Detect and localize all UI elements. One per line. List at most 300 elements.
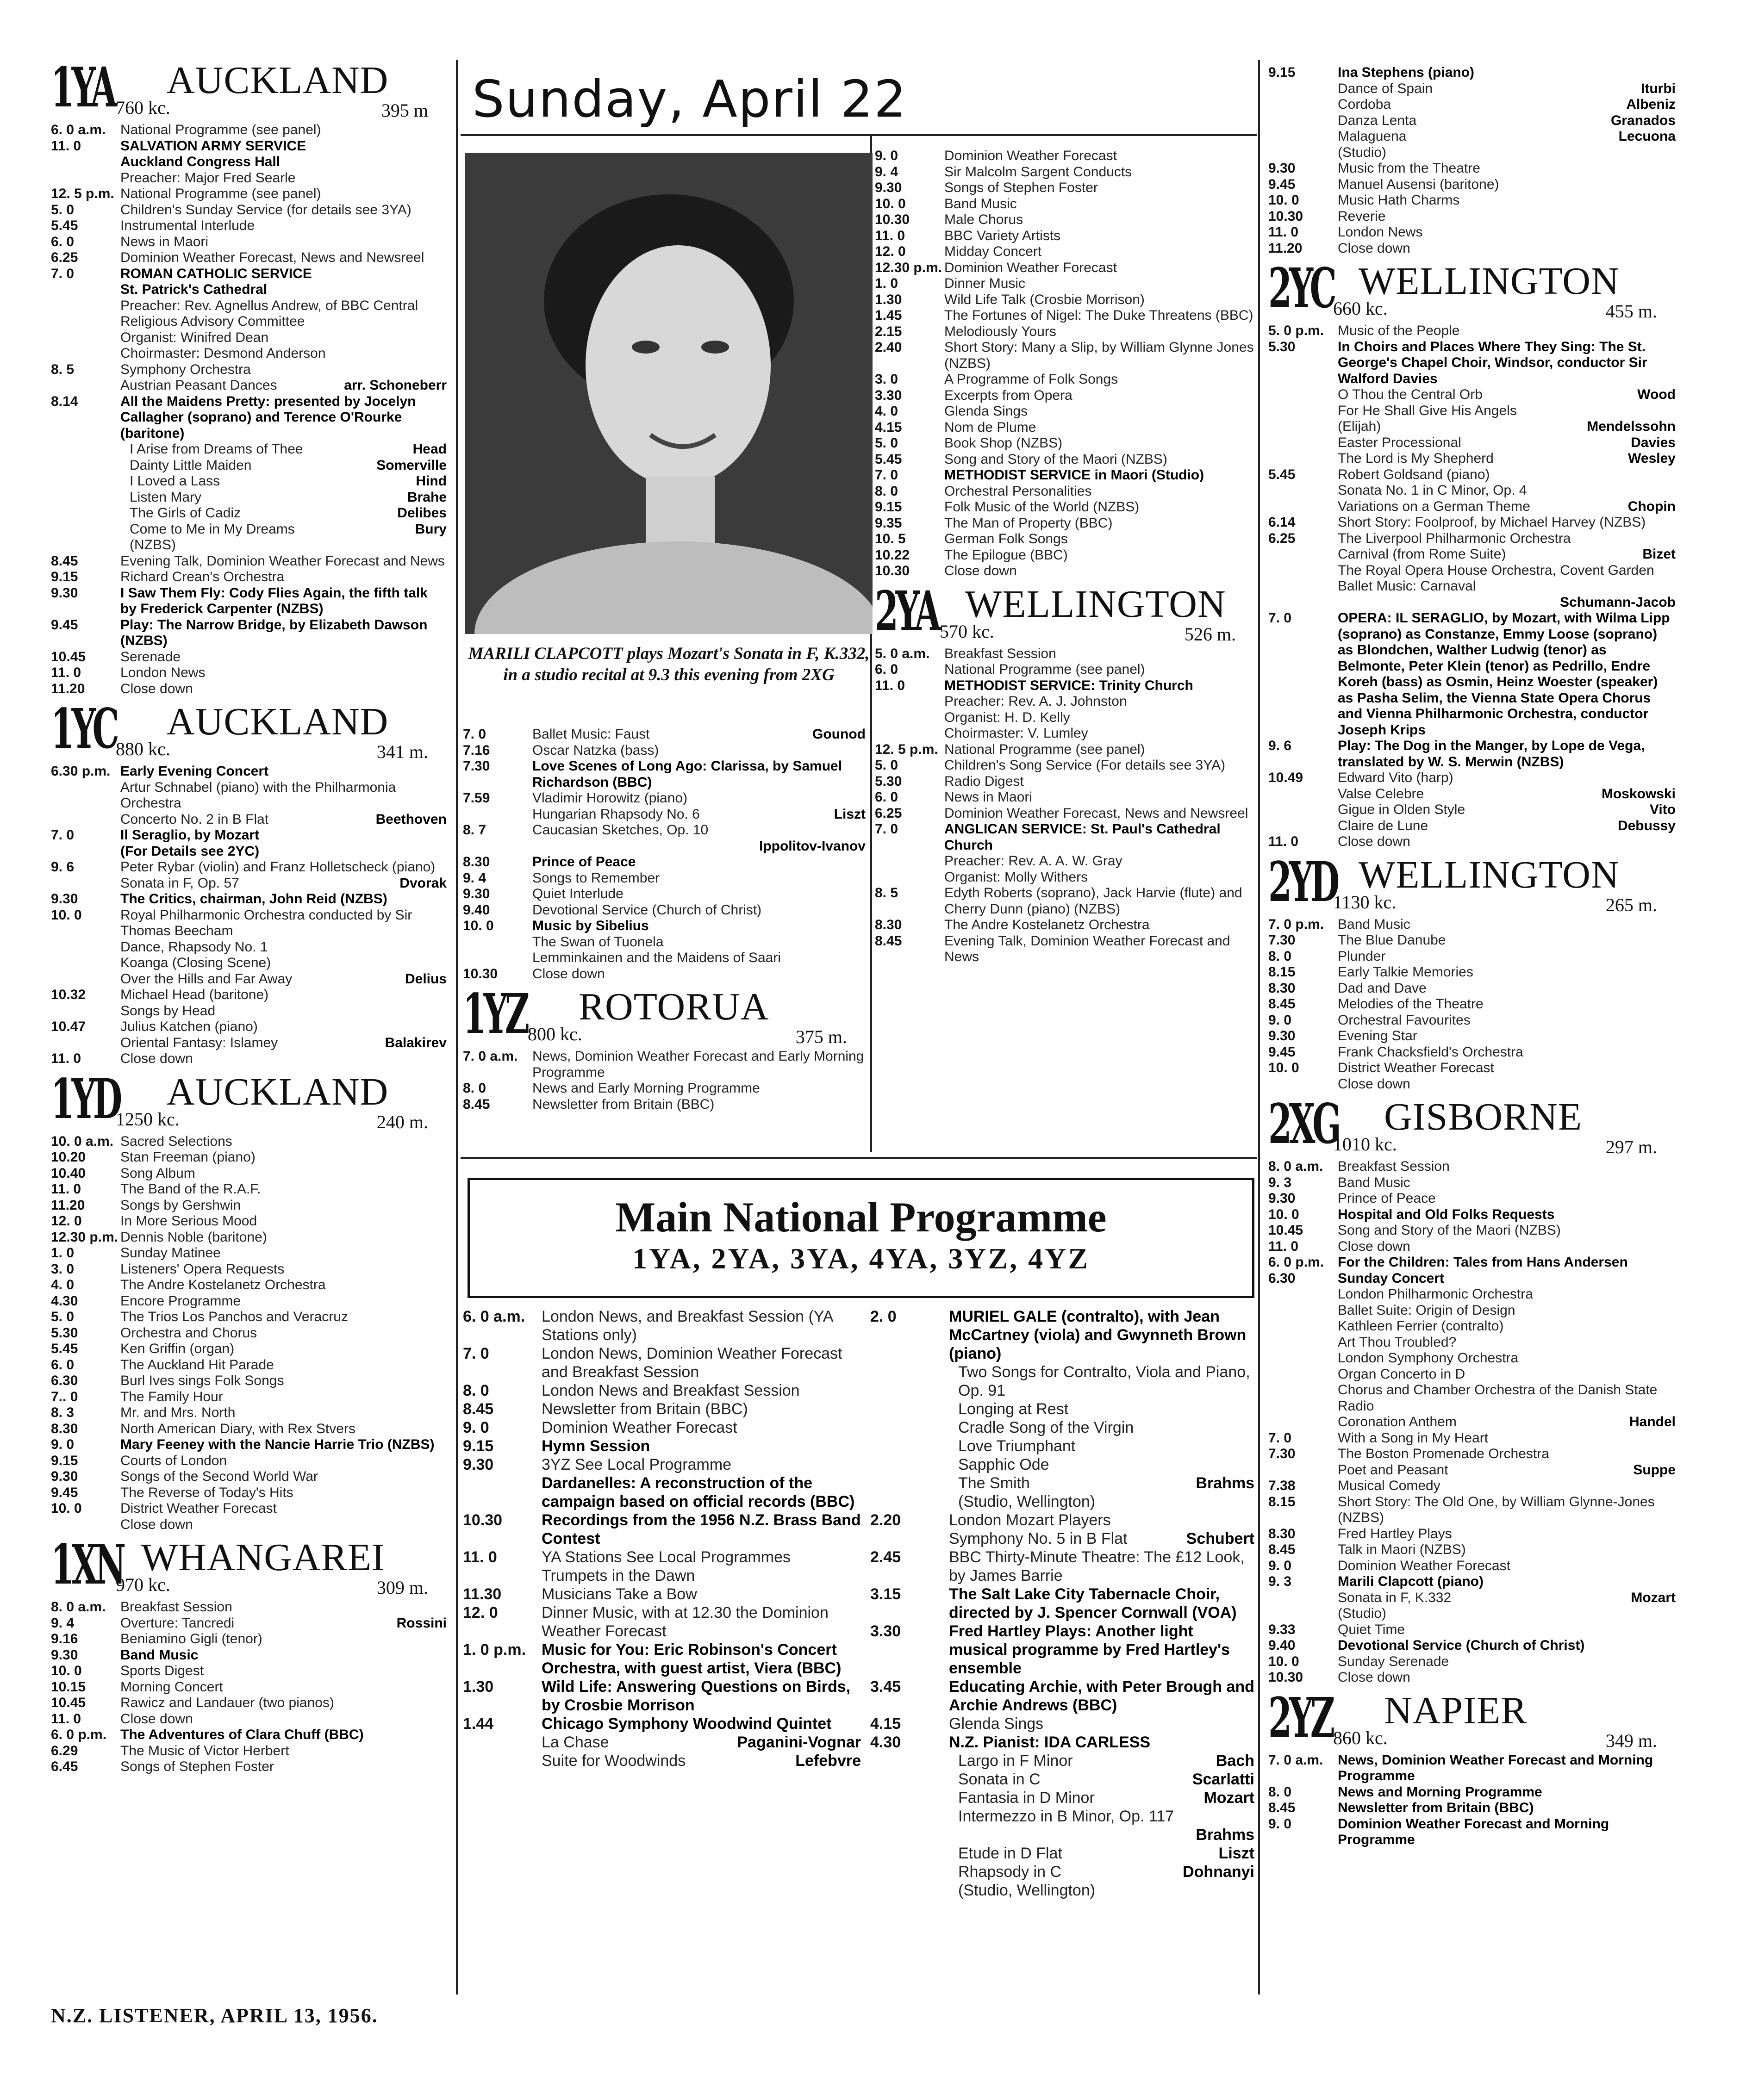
programme-line bbox=[51, 649, 447, 665]
programme-title: Prince of Peace bbox=[532, 854, 636, 870]
programme-line bbox=[51, 1341, 447, 1357]
programme-title: London News and Breakfast Session bbox=[542, 1382, 800, 1399]
programme-line bbox=[875, 260, 1254, 276]
programme-line bbox=[51, 1517, 447, 1533]
programme-line bbox=[875, 404, 1254, 420]
programme-title: Burl Ives sings Folk Songs bbox=[120, 1373, 284, 1388]
programme-time bbox=[870, 1492, 949, 1511]
programme-line bbox=[51, 891, 447, 907]
programme-time: 8.14 bbox=[51, 393, 78, 409]
programme-title: The Epilogue (BBC) bbox=[944, 547, 1068, 563]
programme-title: London News, and Breakfast Session (YA Stations only) bbox=[542, 1308, 833, 1344]
programme-line bbox=[1268, 1558, 1676, 1574]
programme-title: Hungarian Rhapsody No. 6 bbox=[532, 806, 700, 822]
programme-line bbox=[870, 1548, 1254, 1585]
programme-line bbox=[875, 710, 1254, 726]
programme-title: Songs by Head bbox=[120, 1003, 216, 1019]
programme-time: 8. 0 bbox=[463, 1382, 489, 1399]
programme-time: 3.15 bbox=[870, 1585, 901, 1603]
programme-line bbox=[463, 1418, 861, 1437]
programme-time: 8.30 bbox=[51, 1421, 78, 1436]
programme-time: 5. 0 p.m. bbox=[1268, 323, 1324, 338]
programme-line bbox=[1268, 1076, 1676, 1093]
programme-time: 10. 0 bbox=[875, 196, 906, 211]
programme-title: Serenade bbox=[120, 649, 181, 665]
programme-composer: Bach bbox=[1216, 1752, 1254, 1770]
programme-line bbox=[51, 553, 447, 570]
programme-time: 6. 0 a.m. bbox=[463, 1308, 525, 1325]
programme-time bbox=[870, 1789, 949, 1807]
programme-line bbox=[51, 585, 447, 617]
programme-time: 1.45 bbox=[875, 308, 902, 323]
programme-title: Michael Head (baritone) bbox=[120, 987, 269, 1002]
programme-time: 12.30 p.m. bbox=[51, 1229, 118, 1245]
programme-title: In Choirs and Places Where They Sing: The St. George's Chapel Choir, Windsor, conductor Sir Walford Davies bbox=[1338, 339, 1647, 386]
programme-time bbox=[1268, 419, 1338, 435]
programme-title: Mary Feeney with the Nancie Harrie Trio (NZBS) bbox=[120, 1437, 435, 1452]
programme-time: 10. 0 bbox=[1268, 1653, 1299, 1669]
station-header bbox=[1268, 849, 1676, 917]
programme-title: Music Hath Charms bbox=[1338, 193, 1460, 208]
programme-title: Dominion Weather Forecast bbox=[944, 260, 1117, 275]
programme-line bbox=[51, 859, 447, 876]
programme-title: Band Music bbox=[1338, 1174, 1410, 1190]
programme-title: La Chase bbox=[542, 1733, 609, 1751]
programme-time: 2.40 bbox=[875, 340, 902, 355]
programme-line bbox=[875, 308, 1254, 324]
programme-time bbox=[870, 1770, 949, 1789]
programme-title: Sonata in F, K.332 bbox=[1338, 1590, 1452, 1605]
programme-title: Sacred Selections bbox=[120, 1133, 232, 1149]
programme-line bbox=[463, 807, 866, 823]
programme-line bbox=[1268, 224, 1676, 241]
programme-composer: Moskowski bbox=[1601, 786, 1676, 801]
programme-composer: Wesley bbox=[1628, 451, 1676, 466]
programme-line bbox=[463, 1566, 861, 1585]
station-city: AUCKLAND bbox=[167, 1070, 389, 1113]
programme-time: 10. 0 bbox=[51, 907, 82, 923]
programme-title: Quiet Time bbox=[1338, 1622, 1405, 1637]
programme-line bbox=[51, 1373, 447, 1389]
programme-time: 9. 0 bbox=[875, 148, 898, 163]
programme-line bbox=[1268, 1286, 1676, 1303]
programme-line bbox=[51, 266, 447, 282]
programme-title: Choirmaster: V. Lumley bbox=[944, 726, 1088, 741]
programme-composer: Vito bbox=[1649, 802, 1676, 817]
column-3-national bbox=[870, 1307, 1254, 1900]
programme-line bbox=[463, 1678, 861, 1715]
programme-line bbox=[51, 1485, 447, 1501]
programme-time: 10.15 bbox=[51, 1679, 86, 1695]
programme-title: Organist: Molly Withers bbox=[944, 869, 1088, 885]
programme-title: Valse Celebre bbox=[1338, 786, 1424, 801]
programme-time: 5.30 bbox=[1268, 339, 1296, 354]
programme-line bbox=[1268, 1670, 1676, 1686]
programme-title: Symphony No. 5 in B Flat bbox=[949, 1530, 1128, 1547]
programme-time: 4. 0 bbox=[875, 404, 898, 419]
programme-line bbox=[51, 1230, 447, 1246]
programme-time bbox=[870, 1881, 949, 1900]
programme-time: 6.30 bbox=[1268, 1270, 1296, 1286]
programme-title: Orchestral Favourites bbox=[1338, 1012, 1471, 1028]
programme-line bbox=[870, 1715, 1254, 1733]
programme-title: Musicians Take a Bow bbox=[542, 1585, 697, 1603]
programme-title: 3YZ See Local Programme bbox=[542, 1456, 732, 1473]
programme-line bbox=[870, 1529, 1254, 1548]
programme-time: 9.30 bbox=[1268, 1028, 1296, 1044]
programme-time: 8. 0 bbox=[1268, 948, 1292, 964]
programme-title: The Salt Lake City Tabernacle Choir, directed by J. Spencer Cornwall (VOA) bbox=[949, 1585, 1237, 1622]
programme-line bbox=[463, 1733, 861, 1752]
programme-title: Over the Hills and Far Away bbox=[120, 971, 293, 987]
programme-time: 11. 0 bbox=[1268, 224, 1299, 240]
programme-title: Edward Vito (harp) bbox=[1338, 770, 1453, 785]
programme-time: 10. 0 a.m. bbox=[51, 1133, 114, 1149]
programme-composer: Ippolitov-Ivanov bbox=[759, 838, 866, 854]
programme-line bbox=[463, 1640, 861, 1678]
programme-line bbox=[51, 1663, 447, 1679]
programme-title: Frank Chacksfield's Orchestra bbox=[1338, 1044, 1523, 1060]
programme-line bbox=[1268, 387, 1676, 403]
programme-title: Dominion Weather Forecast bbox=[542, 1419, 737, 1436]
programme-line bbox=[875, 563, 1254, 579]
programme-line bbox=[51, 907, 447, 939]
programme-line bbox=[51, 1501, 447, 1517]
programme-time: 10.30 bbox=[463, 966, 498, 982]
programme-line bbox=[51, 394, 447, 442]
programme-title: Nom de Plume bbox=[944, 419, 1036, 435]
programme-composer: Delibes bbox=[397, 505, 447, 521]
station-call-sign: 2XG bbox=[1268, 1092, 1339, 1156]
programme-line bbox=[51, 1437, 447, 1453]
station-city: GISBORNE bbox=[1384, 1095, 1583, 1138]
programme-line bbox=[1268, 1367, 1676, 1383]
programme-line bbox=[1268, 1223, 1676, 1239]
station-frequency: 1250 kc. bbox=[116, 1108, 180, 1130]
programme-title: Breakfast Session bbox=[944, 646, 1056, 661]
programme-time: 9.35 bbox=[875, 515, 902, 531]
programme-line bbox=[51, 1134, 447, 1150]
programme-title: The Royal Opera House Orchestra, Covent Garden bbox=[1338, 562, 1654, 578]
programme-time: 11. 0 bbox=[463, 1548, 497, 1566]
programme-time bbox=[875, 710, 944, 726]
programme-line bbox=[463, 1307, 861, 1344]
programme-time: 9.30 bbox=[51, 585, 78, 601]
programme-composer: Mozart bbox=[1631, 1590, 1676, 1605]
programme-time: 8. 0 bbox=[1268, 1784, 1292, 1800]
programme-title: Newsletter from Britain (BBC) bbox=[532, 1096, 715, 1112]
programme-line bbox=[51, 1679, 447, 1696]
programme-title: Rawicz and Landauer (two pianos) bbox=[120, 1695, 334, 1710]
programme-time: 7.59 bbox=[463, 790, 490, 806]
column-2-top bbox=[463, 727, 866, 1112]
programme-time: 9.30 bbox=[51, 1469, 78, 1484]
programme-title: Koanga (Closing Scene) bbox=[120, 955, 271, 970]
programme-title: Dinner Music, with at 12.30 the Dominion Weather Forecast bbox=[542, 1604, 829, 1640]
programme-line bbox=[1268, 1350, 1676, 1367]
programme-line bbox=[870, 1622, 1254, 1678]
programme-time: 4.30 bbox=[51, 1293, 78, 1309]
programme-composer: Hind bbox=[416, 473, 447, 489]
programme-title: Dominion Weather Forecast and Morning Programme bbox=[1338, 1816, 1609, 1847]
programme-title: The Smith bbox=[958, 1474, 1030, 1492]
programme-time bbox=[1268, 595, 1338, 611]
programme-title: Sports Digest bbox=[120, 1663, 204, 1678]
programme-title: METHODIST SERVICE: Trinity Church bbox=[944, 677, 1193, 693]
programme-line bbox=[1268, 1271, 1676, 1287]
programme-title: Excerpts from Opera bbox=[944, 387, 1072, 403]
programme-line bbox=[51, 1293, 447, 1310]
programme-time: 6.25 bbox=[1268, 530, 1296, 546]
programme-line bbox=[51, 569, 447, 585]
programme-title: Ina Stephens (piano) bbox=[1338, 65, 1475, 80]
programme-line bbox=[870, 1863, 1254, 1881]
programme-line bbox=[51, 473, 447, 490]
programme-composer: Davies bbox=[1631, 435, 1676, 450]
programme-time bbox=[51, 473, 120, 490]
programme-time bbox=[1268, 145, 1338, 161]
programme-composer: Debussy bbox=[1617, 818, 1676, 833]
station-wavelength: 375 m. bbox=[795, 1026, 847, 1047]
programme-title: Play: The Narrow Bridge, by Elizabeth Dawson (NZBS) bbox=[120, 617, 428, 648]
programme-line bbox=[875, 324, 1254, 340]
programme-time: 9.30 bbox=[875, 180, 902, 195]
programme-title: Austrian Peasant Dances bbox=[120, 378, 277, 393]
programme-time: 8. 5 bbox=[51, 361, 75, 377]
programme-title: Close down bbox=[1338, 1076, 1410, 1092]
programme-time bbox=[1268, 1335, 1338, 1351]
programme-line bbox=[51, 1181, 447, 1198]
programme-line bbox=[1268, 1542, 1676, 1558]
programme-time: 7. 0 bbox=[875, 821, 898, 837]
programme-composer: Rossini bbox=[396, 1615, 447, 1631]
programme-line bbox=[1268, 1255, 1676, 1271]
programme-title: National Programme (see panel) bbox=[944, 741, 1145, 757]
programme-line bbox=[51, 1277, 447, 1293]
programme-time: 2.45 bbox=[870, 1548, 901, 1566]
programme-time: 7. 0 bbox=[1268, 1430, 1292, 1446]
programme-title: Intermezzo in B Minor, Op. 117 bbox=[958, 1808, 1174, 1825]
programme-title: (For Details see 2YC) bbox=[120, 843, 260, 859]
programme-title: Edyth Roberts (soprano), Jack Harvie (flute) and Cherry Dunn (piano) (NZBS) bbox=[944, 885, 1242, 917]
programme-title: Cordoba bbox=[1338, 97, 1391, 112]
programme-title: The Blue Danube bbox=[1338, 932, 1446, 948]
programme-time: 10.45 bbox=[51, 649, 86, 665]
programme-time: 11.20 bbox=[1268, 240, 1303, 256]
programme-time: 11. 0 bbox=[51, 138, 81, 154]
programme-time: 8.45 bbox=[463, 1096, 490, 1112]
programme-title: Sunday Concert bbox=[1338, 1270, 1445, 1286]
programme-line bbox=[875, 646, 1254, 662]
programme-time: 5. 0 bbox=[875, 435, 898, 451]
programme-line bbox=[51, 250, 447, 266]
programme-time: 10. 5 bbox=[875, 531, 906, 547]
programme-title: BBC Thirty-Minute Theatre: The £12 Look, by James Barrie bbox=[949, 1548, 1245, 1584]
programme-title: Stan Freeman (piano) bbox=[120, 1149, 256, 1165]
programme-title: Music by Sibelius bbox=[532, 918, 649, 933]
programme-title: Symphony Orchestra bbox=[120, 361, 251, 377]
programme-time: 8. 0 bbox=[875, 483, 898, 499]
programme-title: Songs to Remember bbox=[532, 870, 660, 886]
programme-title: All the Maidens Pretty: presented by Jocelyn Callagher (soprano) and Terence O'Rourke (baritone) bbox=[120, 393, 416, 441]
programme-line bbox=[875, 196, 1254, 212]
programme-line bbox=[1268, 129, 1676, 145]
programme-line bbox=[870, 1585, 1254, 1622]
programme-title: Song and Story of the Maori (NZBS) bbox=[944, 451, 1167, 467]
programme-time bbox=[51, 522, 120, 538]
programme-line bbox=[463, 886, 866, 902]
programme-line bbox=[51, 617, 447, 649]
column-rule-1 bbox=[456, 60, 458, 1994]
programme-line bbox=[875, 292, 1254, 308]
programme-title: Royal Philharmonic Orchestra conducted by Sir Thomas Beecham bbox=[120, 907, 412, 938]
programme-title: Dominion Weather Forecast bbox=[944, 148, 1117, 163]
programme-title: Organist: H. D. Kelly bbox=[944, 709, 1070, 725]
programme-composer: Delius bbox=[405, 971, 447, 987]
station-header bbox=[51, 55, 447, 122]
programme-time: 8.45 bbox=[463, 1400, 494, 1418]
programme-time bbox=[51, 1003, 120, 1019]
programme-time bbox=[51, 537, 120, 553]
programme-title: Il Seraglio, by Mozart bbox=[120, 827, 260, 843]
programme-title: Close down bbox=[120, 1711, 193, 1727]
programme-time: 7.16 bbox=[463, 742, 490, 758]
programme-line bbox=[51, 234, 447, 250]
programme-time: 10.40 bbox=[51, 1165, 86, 1181]
programme-title: Gigue in Olden Style bbox=[1338, 802, 1465, 817]
programme-line bbox=[463, 822, 866, 839]
programme-line bbox=[463, 950, 866, 966]
programme-line bbox=[51, 971, 447, 988]
programme-line bbox=[51, 1647, 447, 1664]
programme-time: 9. 0 bbox=[1268, 1012, 1292, 1028]
station-wavelength: 349 m. bbox=[1605, 1730, 1657, 1751]
programme-line bbox=[1268, 1044, 1676, 1061]
main-national-stations: 1YA, 2YA, 3YA, 4YA, 3YZ, 4YZ bbox=[632, 1242, 1090, 1275]
programme-line bbox=[875, 917, 1254, 933]
programme-time bbox=[1268, 387, 1338, 403]
programme-title: Overture: Tancredi bbox=[120, 1615, 235, 1631]
programme-line bbox=[1268, 209, 1676, 225]
programme-title: Sir Malcolm Sargent Conducts bbox=[944, 164, 1132, 180]
programme-line bbox=[51, 1051, 447, 1067]
programme-title: (Elijah) bbox=[1338, 419, 1381, 434]
station-city: ROTORUA bbox=[579, 985, 769, 1028]
station-header bbox=[1268, 1092, 1676, 1159]
programme-title: Music from the Theatre bbox=[1338, 161, 1480, 176]
programme-line bbox=[1268, 1207, 1676, 1223]
programme-title: London Mozart Players bbox=[949, 1511, 1111, 1529]
programme-time: 6.30 p.m. bbox=[51, 764, 111, 779]
programme-time: 6. 0 bbox=[51, 234, 75, 249]
station-city: AUCKLAND bbox=[167, 700, 389, 743]
programme-line bbox=[1268, 161, 1676, 177]
programme-time: 7.30 bbox=[1268, 1446, 1296, 1461]
programme-title: Close down bbox=[120, 1051, 193, 1066]
programme-composer: Balakirev bbox=[385, 1035, 447, 1050]
programme-title bbox=[1338, 595, 1557, 611]
programme-time: 7. 0 bbox=[51, 266, 75, 281]
programme-time: 9. 4 bbox=[875, 164, 898, 180]
programme-time: 11. 0 bbox=[51, 665, 81, 680]
programme-time: 8. 0 a.m. bbox=[51, 1599, 106, 1615]
station-city: WELLINGTON bbox=[1359, 853, 1620, 896]
programme-title: The Reverse of Today's Hits bbox=[120, 1485, 293, 1500]
station-wavelength: 265 m. bbox=[1605, 894, 1657, 915]
programme-time bbox=[1268, 403, 1338, 419]
programme-title: Preacher: Rev. A. J. Johnston bbox=[944, 694, 1127, 709]
programme-time: 9.30 bbox=[463, 1456, 494, 1473]
station-frequency: 860 kc. bbox=[1333, 1727, 1388, 1748]
programme-title: Sunday Matinee bbox=[120, 1245, 221, 1261]
programme-title: Close down bbox=[120, 1516, 193, 1532]
programme-title: Kathleen Ferrier (contralto) bbox=[1338, 1318, 1504, 1334]
programme-line bbox=[870, 1826, 1254, 1844]
programme-title: Cradle Song of the Virgin bbox=[958, 1419, 1134, 1436]
programme-line bbox=[51, 1389, 447, 1405]
programme-line bbox=[51, 1019, 447, 1035]
programme-title: Midday Concert bbox=[944, 244, 1042, 259]
programme-title: Devotional Service (Church of Christ) bbox=[1338, 1638, 1585, 1653]
programme-time: 10.30 bbox=[1268, 208, 1303, 224]
programme-line bbox=[463, 870, 866, 887]
programme-title: Close down bbox=[532, 966, 605, 982]
programme-line bbox=[875, 228, 1254, 244]
programme-time: 10.45 bbox=[1268, 1223, 1303, 1238]
programme-line bbox=[875, 435, 1254, 452]
programme-title: Caucasian Sketches, Op. 10 bbox=[532, 822, 709, 838]
programme-time: 5.45 bbox=[875, 451, 902, 467]
programme-title: The Girls of Cadiz bbox=[130, 505, 241, 521]
programme-title: Wild Life Talk (Crosbie Morrison) bbox=[944, 292, 1145, 307]
programme-title: Rhapsody in C bbox=[958, 1863, 1062, 1881]
programme-title: Early Evening Concert bbox=[120, 764, 269, 779]
programme-title: Organist: Winifred Dean bbox=[120, 329, 269, 345]
programme-time: 5. 0 bbox=[51, 202, 75, 217]
programme-line bbox=[870, 1881, 1254, 1900]
programme-line bbox=[51, 282, 447, 298]
programme-line bbox=[870, 1511, 1254, 1529]
programme-time: 10.20 bbox=[51, 1149, 86, 1165]
programme-title: Breakfast Session bbox=[1338, 1159, 1450, 1174]
programme-time: 9.45 bbox=[1268, 1044, 1296, 1060]
programme-time: 11. 0 bbox=[51, 1181, 81, 1197]
programme-title: Song and Story of the Maori (NZBS) bbox=[1338, 1223, 1561, 1238]
programme-time: 11. 0 bbox=[1268, 834, 1299, 849]
programme-time: 12.30 p.m. bbox=[875, 260, 942, 275]
programme-line bbox=[1268, 610, 1676, 738]
programme-time: 12. 5 p.m. bbox=[875, 741, 938, 757]
programme-line bbox=[1268, 483, 1676, 499]
programme-time: 6. 0 bbox=[51, 1357, 75, 1373]
programme-line bbox=[51, 1453, 447, 1469]
programme-line bbox=[875, 662, 1254, 678]
programme-title: Coronation Anthem bbox=[1338, 1414, 1457, 1429]
programme-time bbox=[870, 1474, 949, 1492]
programme-time: 8.30 bbox=[1268, 1526, 1296, 1541]
programme-time bbox=[875, 853, 944, 870]
programme-title: Songs of Stephen Foster bbox=[120, 1759, 274, 1774]
programme-title: Ballet Music: Carnaval bbox=[1338, 578, 1476, 594]
programme-line bbox=[463, 934, 866, 951]
programme-title: (Studio, Wellington) bbox=[958, 1882, 1096, 1899]
programme-title: Variations on a German Theme bbox=[1338, 498, 1530, 514]
programme-line bbox=[51, 1743, 447, 1759]
programme-title: The Andre Kostelanetz Orchestra bbox=[120, 1277, 326, 1292]
programme-time: 6.25 bbox=[875, 805, 902, 821]
programme-composer: Suppe bbox=[1633, 1462, 1676, 1478]
main-national-title: Main National Programme bbox=[615, 1193, 1107, 1241]
